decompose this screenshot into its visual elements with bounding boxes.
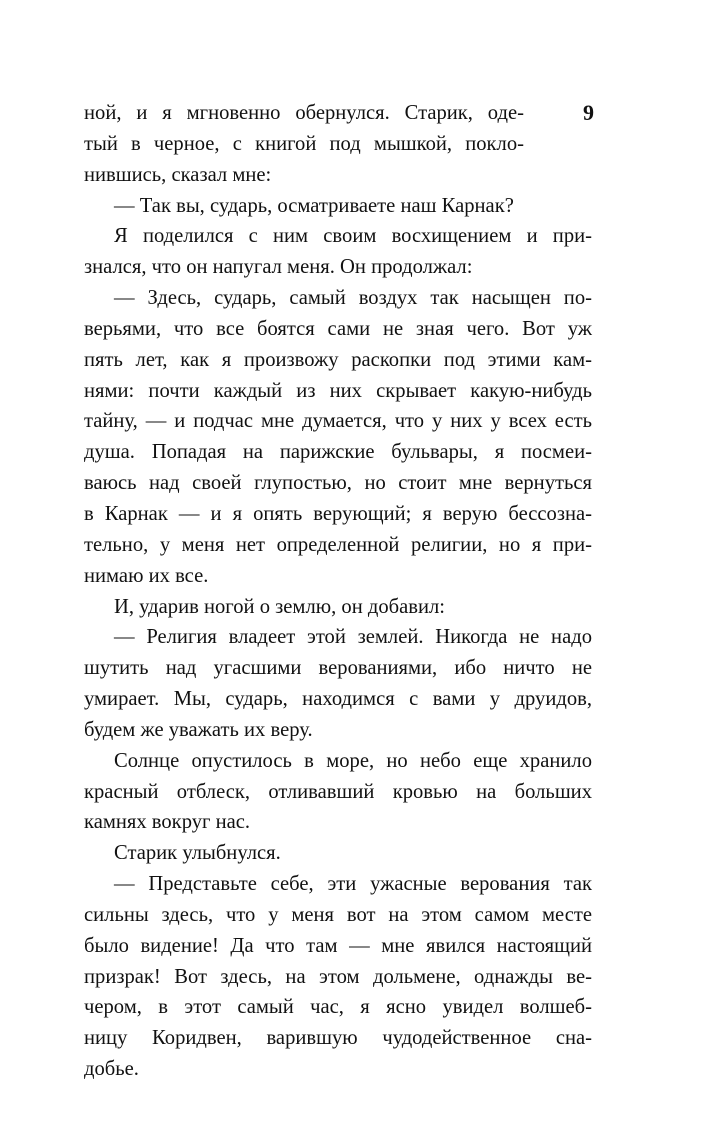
- page-number: 9: [583, 100, 594, 125]
- text-line: душа. Попадая на парижские бульвары, я посмеи-: [84, 441, 592, 464]
- text-line: Я поделился с ним своим восхищением и при-: [114, 225, 592, 248]
- text-line: чером, в этот самый час, я ясно увидел волшеб-: [84, 996, 592, 1019]
- text-line: пять лет, как я произвожу раскопки под этими кам-: [84, 348, 592, 371]
- text-line: нившись, сказал мне:: [84, 163, 272, 186]
- text-line: в Карнак — и я опять верующий; я верую бессозна-: [84, 502, 592, 525]
- text-line: — Религия владеет этой землей. Никогда не надо: [114, 626, 592, 649]
- text-line: И, ударив ногой о землю, он добавил:: [114, 595, 446, 618]
- text-line: — Так вы, сударь, осматриваете наш Карнак?: [114, 194, 514, 217]
- text-line: шутить над угасшими верованиями, ибо ничто не: [84, 657, 592, 680]
- text-line: — Представьте себе, эти ужасные верования так: [114, 873, 592, 896]
- text-line: Старик улыбнулся.: [114, 842, 281, 865]
- text-line: ницу Коридвен, варившую чудодейственное сна-: [84, 1027, 592, 1050]
- text-line: было видение! Да что там — мне явился настоящий: [84, 934, 592, 957]
- text-line: тельно, у меня нет определенной религии, но я при-: [84, 533, 592, 556]
- text-line: Солнце опустилось в море, но небо еще хранило: [114, 749, 592, 772]
- text-line: нимаю их все.: [84, 564, 209, 587]
- text-line: верьями, что все боятся сами не зная чего. Вот уж: [84, 317, 592, 340]
- text-line: камнях вокруг нас.: [84, 811, 251, 834]
- text-line: ной, и я мгновенно обернулся. Старик, оде-: [84, 102, 524, 124]
- body-text: [84, 98, 592, 1085]
- text-line: ваюсь над своей глупостью, но стоит мне вернуться: [84, 472, 592, 495]
- text-line: красный отблеск, отливавший кровью на больших: [84, 780, 592, 803]
- text-line: нями: почти каждый из них скрывает какую-нибудь: [84, 379, 592, 402]
- text-line: — Здесь, сударь, самый воздух так насыщен по-: [114, 287, 592, 310]
- text-line: призрак! Вот здесь, на этом дольмене, однажды ве-: [84, 965, 592, 988]
- text-line: будем же уважать их веру.: [84, 718, 313, 741]
- text-line: тый в черное, с книгой под мышкой, покло-: [84, 132, 524, 155]
- text-line: знался, что он напугал меня. Он продолжал:: [84, 256, 473, 279]
- text-line: добье.: [84, 1058, 139, 1081]
- text-line: сильны здесь, что у меня вот на этом самом месте: [84, 903, 592, 926]
- text-line: умирает. Мы, сударь, находимся с вами у друидов,: [84, 688, 592, 711]
- text-line: тайну, — и подчас мне думается, что у них у всех есть: [84, 410, 592, 433]
